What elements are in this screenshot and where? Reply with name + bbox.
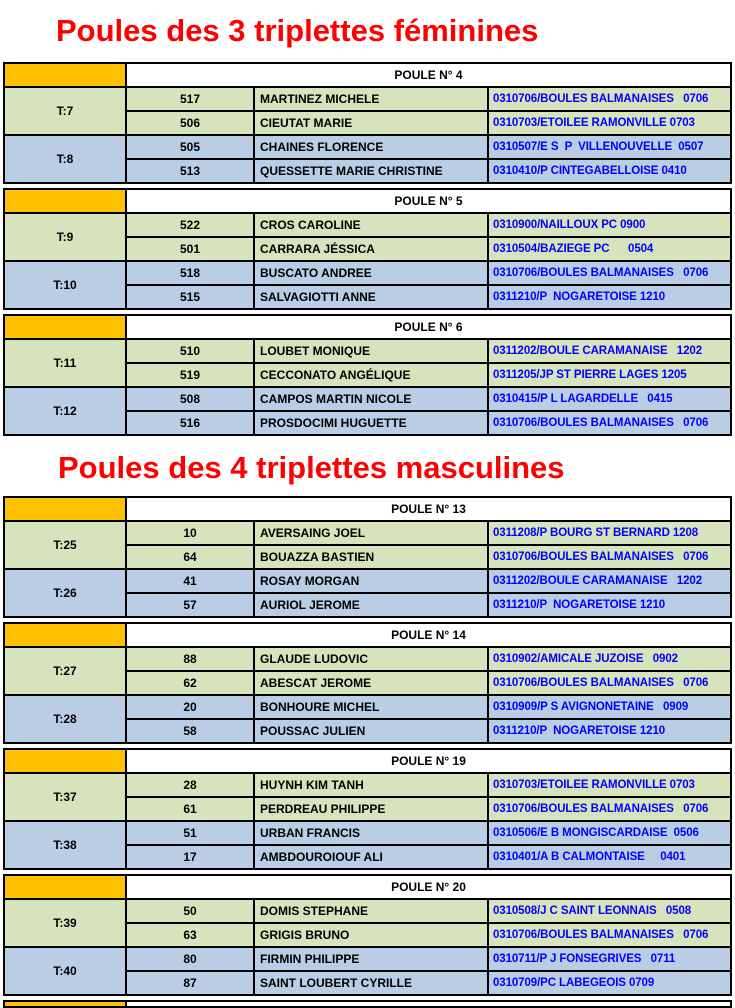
player-number-cell: 505 — [127, 136, 253, 158]
partial-next-block — [3, 1000, 732, 1008]
poule-corner-cell — [5, 190, 125, 212]
terrain-cell: T:11 — [5, 340, 125, 386]
player-number-cell: 17 — [127, 846, 253, 868]
player-club-cell: 0310508/J C SAINT LEONNAIS 0508 — [489, 900, 730, 922]
poule-header-label: POULE N° 13 — [127, 498, 730, 520]
player-number-cell: 518 — [127, 262, 253, 284]
poule-header-label — [127, 1002, 730, 1008]
poule-header-label: POULE N° 19 — [127, 750, 730, 772]
player-club-cell: 0310900/NAILLOUX PC 0900 — [489, 214, 730, 236]
poule-corner-cell — [5, 498, 125, 520]
player-club-cell: 0310706/BOULES BALMANAISES 0706 — [489, 924, 730, 946]
poule-header-label: POULE N° 14 — [127, 624, 730, 646]
player-club-cell: 0310706/BOULES BALMANAISES 0706 — [489, 672, 730, 694]
terrain-cell: T:26 — [5, 570, 125, 616]
player-name-cell: ROSAY MORGAN — [255, 570, 487, 592]
player-club-cell: 0310703/ETOILEE RAMONVILLE 0703 — [489, 112, 730, 134]
player-number-cell: 517 — [127, 88, 253, 110]
poule-corner-cell — [5, 316, 125, 338]
player-name-cell: SAINT LOUBERT CYRILLE — [255, 972, 487, 994]
player-name-cell: AVERSAING JOEL — [255, 522, 487, 544]
poule-corner-cell — [5, 876, 125, 898]
player-number-cell: 10 — [127, 522, 253, 544]
poule-header-label: POULE N° 4 — [127, 64, 730, 86]
player-name-cell: ABESCAT JEROME — [255, 672, 487, 694]
player-club-cell: 0310706/BOULES BALMANAISES 0706 — [489, 546, 730, 568]
player-name-cell: BUSCATO ANDREE — [255, 262, 487, 284]
player-club-cell: 0310706/BOULES BALMANAISES 0706 — [489, 412, 730, 434]
poule-block — [3, 62, 732, 184]
player-number-cell: 513 — [127, 160, 253, 182]
player-number-cell: 20 — [127, 696, 253, 718]
player-name-cell: CAMPOS MARTIN NICOLE — [255, 388, 487, 410]
player-number-cell: 58 — [127, 720, 253, 742]
player-name-cell: QUESSETTE MARIE CHRISTINE — [255, 160, 487, 182]
terrain-cell: T:8 — [5, 136, 125, 182]
player-name-cell: POUSSAC JULIEN — [255, 720, 487, 742]
player-club-cell: 0310703/ETOILEE RAMONVILLE 0703 — [489, 774, 730, 796]
player-number-cell: 87 — [127, 972, 253, 994]
player-club-cell: 0310909/P S AVIGNONETAINE 0909 — [489, 696, 730, 718]
player-number-cell: 501 — [127, 238, 253, 260]
player-number-cell: 57 — [127, 594, 253, 616]
player-name-cell: BOUAZZA BASTIEN — [255, 546, 487, 568]
terrain-cell: T:40 — [5, 948, 125, 994]
terrain-cell: T:37 — [5, 774, 125, 820]
player-club-cell: 0311210/P NOGARETOISE 1210 — [489, 720, 730, 742]
player-club-cell: 0311210/P NOGARETOISE 1210 — [489, 594, 730, 616]
player-number-cell: 62 — [127, 672, 253, 694]
player-club-cell: 0311208/P BOURG ST BERNARD 1208 — [489, 522, 730, 544]
terrain-cell: T:28 — [5, 696, 125, 742]
player-name-cell: MARTINEZ MICHELE — [255, 88, 487, 110]
terrain-cell: T:7 — [5, 88, 125, 134]
player-number-cell: 88 — [127, 648, 253, 670]
player-name-cell: SALVAGIOTTI ANNE — [255, 286, 487, 308]
player-number-cell: 522 — [127, 214, 253, 236]
player-club-cell: 0310410/P CINTEGABELLOISE 0410 — [489, 160, 730, 182]
player-name-cell: HUYNH KIM TANH — [255, 774, 487, 796]
player-number-cell: 63 — [127, 924, 253, 946]
poule-block — [3, 622, 732, 744]
player-club-cell: 0310902/AMICALE JUZOISE 0902 — [489, 648, 730, 670]
player-number-cell: 510 — [127, 340, 253, 362]
player-name-cell: CROS CAROLINE — [255, 214, 487, 236]
player-name-cell: AMBDOUROIOUF ALI — [255, 846, 487, 868]
player-number-cell: 519 — [127, 364, 253, 386]
player-club-cell: 0311202/BOULE CARAMANAISE 1202 — [489, 340, 730, 362]
player-number-cell: 515 — [127, 286, 253, 308]
player-name-cell: CIEUTAT MARIE — [255, 112, 487, 134]
terrain-cell: T:9 — [5, 214, 125, 260]
player-name-cell: LOUBET MONIQUE — [255, 340, 487, 362]
section-title: Poules des 3 triplettes féminines — [56, 13, 539, 48]
player-name-cell: URBAN FRANCIS — [255, 822, 487, 844]
player-club-cell: 0310504/BAZIEGE PC 0504 — [489, 238, 730, 260]
player-name-cell: CHAINES FLORENCE — [255, 136, 487, 158]
poule-header-label: POULE N° 6 — [127, 316, 730, 338]
poule-corner-cell — [5, 1002, 125, 1008]
player-number-cell: 80 — [127, 948, 253, 970]
player-name-cell: BONHOURE MICHEL — [255, 696, 487, 718]
player-club-cell: 0311205/JP ST PIERRE LAGES 1205 — [489, 364, 730, 386]
player-name-cell: GRIGIS BRUNO — [255, 924, 487, 946]
player-club-cell: 0310706/BOULES BALMANAISES 0706 — [489, 262, 730, 284]
player-club-cell: 0310706/BOULES BALMANAISES 0706 — [489, 798, 730, 820]
player-number-cell: 50 — [127, 900, 253, 922]
player-club-cell: 0310709/PC LABEGEOIS 0709 — [489, 972, 730, 994]
terrain-cell: T:25 — [5, 522, 125, 568]
player-club-cell: 0310401/A B CALMONTAISE 0401 — [489, 846, 730, 868]
terrain-cell: T:10 — [5, 262, 125, 308]
poule-header-label: POULE N° 20 — [127, 876, 730, 898]
player-number-cell: 508 — [127, 388, 253, 410]
section-title: Poules des 4 triplettes masculines — [58, 450, 565, 485]
poule-corner-cell — [5, 750, 125, 772]
poule-corner-cell — [5, 624, 125, 646]
player-number-cell: 64 — [127, 546, 253, 568]
player-name-cell: PERDREAU PHILIPPE — [255, 798, 487, 820]
player-name-cell: DOMIS STEPHANE — [255, 900, 487, 922]
player-club-cell: 0310711/P J FONSEGRIVES 0711 — [489, 948, 730, 970]
player-number-cell: 51 — [127, 822, 253, 844]
player-name-cell: AURIOL JEROME — [255, 594, 487, 616]
player-club-cell: 0310507/E S P VILLENOUVELLE 0507 — [489, 136, 730, 158]
player-number-cell: 61 — [127, 798, 253, 820]
player-club-cell: 0311202/BOULE CARAMANAISE 1202 — [489, 570, 730, 592]
terrain-cell: T:38 — [5, 822, 125, 868]
poule-block — [3, 748, 732, 870]
poule-block — [3, 496, 732, 618]
player-club-cell: 0310706/BOULES BALMANAISES 0706 — [489, 88, 730, 110]
terrain-cell: T:39 — [5, 900, 125, 946]
player-name-cell: CARRARA JÉSSICA — [255, 238, 487, 260]
player-name-cell: FIRMIN PHILIPPE — [255, 948, 487, 970]
player-number-cell: 516 — [127, 412, 253, 434]
poule-block — [3, 874, 732, 996]
player-number-cell: 28 — [127, 774, 253, 796]
poule-header-label: POULE N° 5 — [127, 190, 730, 212]
terrain-cell: T:12 — [5, 388, 125, 434]
player-name-cell: CECCONATO ANGÉLIQUE — [255, 364, 487, 386]
poule-block — [3, 314, 732, 436]
terrain-cell: T:27 — [5, 648, 125, 694]
player-name-cell: GLAUDE LUDOVIC — [255, 648, 487, 670]
player-number-cell: 506 — [127, 112, 253, 134]
poule-corner-cell — [5, 64, 125, 86]
player-club-cell: 0311210/P NOGARETOISE 1210 — [489, 286, 730, 308]
player-number-cell: 41 — [127, 570, 253, 592]
player-club-cell: 0310415/P L LAGARDELLE 0415 — [489, 388, 730, 410]
player-name-cell: PROSDOCIMI HUGUETTE — [255, 412, 487, 434]
player-club-cell: 0310506/E B MONGISCARDAISE 0506 — [489, 822, 730, 844]
poule-block — [3, 188, 732, 310]
